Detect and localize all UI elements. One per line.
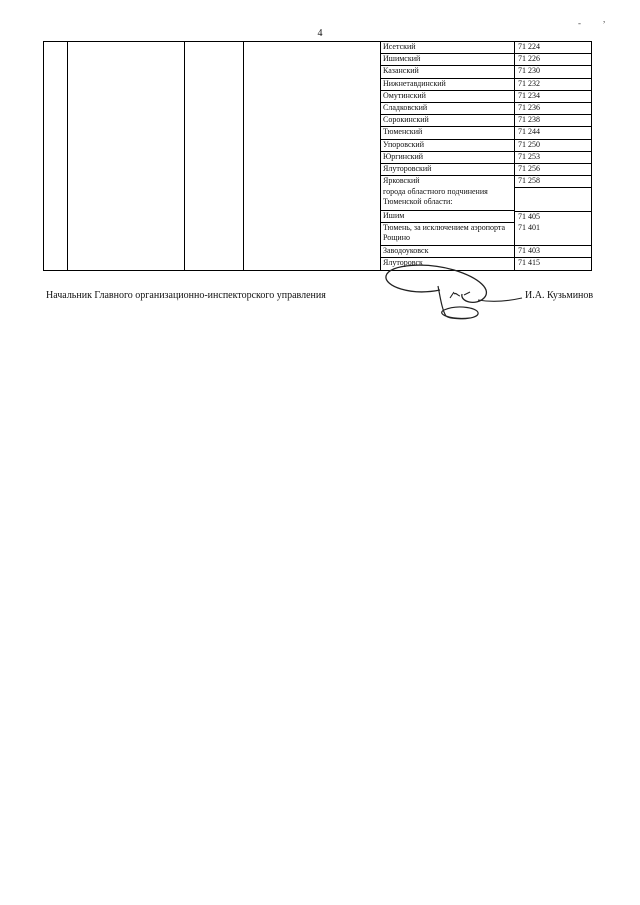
code-column bbox=[515, 42, 592, 271]
table-cell-code: 71 415 bbox=[518, 258, 540, 268]
table-cell-code: 71 253 bbox=[515, 152, 591, 164]
table-cell-name: Нижнетавдинский bbox=[381, 79, 514, 91]
table-cell-code: 71 258 bbox=[515, 176, 591, 188]
table-cell-name: Юргинский bbox=[381, 152, 514, 164]
table-cell-name: Ялуторовский bbox=[381, 164, 514, 176]
name-column bbox=[381, 42, 515, 271]
table-cell-code: 71 405 bbox=[518, 211, 540, 221]
signatory-title: Начальник Главного организационно-инспекторского управления bbox=[46, 290, 326, 301]
table-cell-name: Сладковский bbox=[381, 103, 514, 115]
table-cell-name: Ишимский bbox=[381, 54, 514, 66]
territory-code-table bbox=[43, 41, 592, 271]
table-cell-name: Сорокинский bbox=[381, 115, 514, 127]
table-cell-code: 71 403 bbox=[515, 246, 591, 258]
table-cell-name: Тюмень, за исключением аэропорта Рощино bbox=[381, 223, 514, 246]
table-cell-name: Ялуторовск bbox=[383, 258, 423, 268]
table-cell-name: Тюменский bbox=[381, 127, 514, 139]
table-cell-code: 71 226 bbox=[515, 54, 591, 66]
table-cell-name: Ишим bbox=[381, 211, 514, 223]
handwritten-signature bbox=[380, 262, 525, 324]
page-number: 4 bbox=[317, 28, 323, 39]
table-cell-code: 71 230 bbox=[515, 66, 591, 78]
table-cell-name: Ярковский bbox=[383, 176, 420, 186]
table-cell-code: 71 401 bbox=[515, 223, 591, 246]
table-cell-code: 71 238 bbox=[515, 115, 591, 127]
signatory-name: И.А. Кузьминов bbox=[525, 290, 594, 301]
table-cell-name: Омутинский bbox=[381, 91, 514, 103]
table-cell-code: 71 256 bbox=[515, 164, 591, 176]
scan-mark: - bbox=[578, 18, 581, 28]
table-cell-code: 71 224 bbox=[515, 42, 591, 54]
table-cell-code: 71 244 bbox=[515, 127, 591, 139]
table-cell-code bbox=[515, 188, 591, 211]
table-cell-code: 71 250 bbox=[515, 140, 591, 152]
empty-column bbox=[44, 42, 68, 271]
empty-column bbox=[68, 42, 185, 271]
empty-column bbox=[185, 42, 244, 271]
scan-mark: , bbox=[603, 14, 606, 24]
table-cell-code: 71 236 bbox=[515, 103, 591, 115]
table-cell-name: Казанский bbox=[381, 66, 514, 78]
table-cell-name: города областного подчинения Тюменской области: bbox=[381, 187, 514, 210]
table-cell-name: Заводоуковск bbox=[381, 246, 514, 258]
table-cell-code: 71 234 bbox=[515, 91, 591, 103]
table-cell-name: Упоровский bbox=[381, 140, 514, 152]
table-cell-code: 71 232 bbox=[515, 79, 591, 91]
table-cell-name: Исетский bbox=[381, 42, 514, 54]
empty-column bbox=[244, 42, 381, 271]
